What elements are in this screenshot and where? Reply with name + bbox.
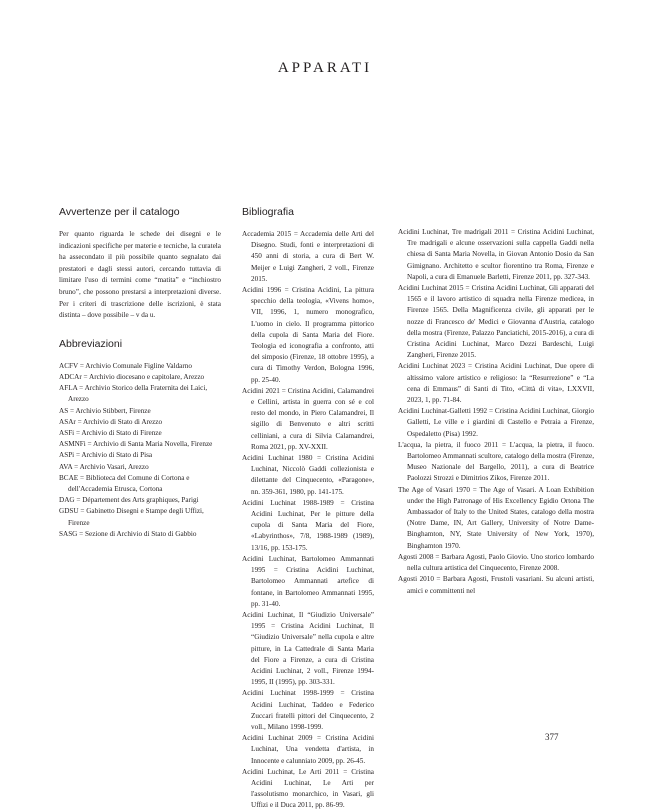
abbreviation-item: DAG = Département des Arts graphiques, Parigi [59,496,199,505]
page-title: APPARATI [277,60,373,76]
abbreviazioni-heading: Abbreviazioni [59,337,123,350]
bibliography-entry: Acidini Luchinat 2023 = Cristina Acidini Luchinat, Due opere di altissimo valore artistico e religioso: la “Resurrezione” e “La cena di Emmaus” di Santi di Tito, «Città di vita», LXXVII, 2023, 1, pp. 71-84. [398,362,594,405]
bibliography-entry: Acidini Luchinat, Il “Giudizio Universale” 1995 = Cristina Acidini Luchinat, Il “Giudizio Universale” nella cupola e altre pitture, in La Cattedrale di Santa Maria del Fiore a Firenze, a cura di Cristina Acidini Luchinat, 2 voll., Firenze 1994-1995, II (1995), pp. 303-331. [242,610,374,687]
bibliography-entry: Accademia 2015 = Accademia delle Arti del Disegno. Studi, fonti e interpretazioni di 450 anni di storia, a cura di Bert W. Meijer e Luigi Zangheri, 2 voll., Firenze 2015. [242,230,374,283]
bibliography-entry: Acidini Luchinat 1980 = Cristina Acidini Luchinat, Niccolò Gaddi collezionista e dilettante del Cinquecento, «Paragone», nn. 359-361, 1980, pp. 141-175. [242,454,374,496]
abbreviation-item: AVA = Archivio Vasari, Arezzo [59,462,149,471]
abbreviation-item: ASMNFi = Archivio di Santa Maria Novella, Firenze [59,440,213,449]
bibliography-entry: Agosti 2010 = Barbara Agosti, Frustoli vasariani. Su alcuni artisti, amici e committenti nel [398,575,594,595]
bibliography-entry: Acidini Luchinat 1988-1989 = Cristina Acidini Luchinat, Per le pitture della cupola di Santa Maria del Fiore, «Labyrinthos», 7/8, 1988-1989 (1989), 13/16, pp. 153-175. [242,498,374,552]
bibliography-entry: Agosti 2008 = Barbara Agosti, Paolo Giovio. Uno storico lombardo nella cultura artistica del Cinquecento, Firenze 2008. [398,552,594,573]
abbreviation-list [59,361,221,540]
avvertenze-heading: Avvertenze per il catalogo [59,206,180,218]
bibliography-entry: Acidini Luchinat 1998-1999 = Cristina Acidini Luchinat, Taddeo e Federico Zuccari fratelli pittori del Cinquecento, 2 voll., Milano 1998-1999. [242,689,374,731]
abbreviation-item: ASFi = Archivio di Stato di Firenze [59,428,162,437]
abbreviation-item: ADCAr = Archivio diocesano e capitolare, Arezzo [59,372,205,381]
abbreviation-item: ACFV = Archivio Comunale Figline Valdarno [59,361,192,370]
bibliography-entry: Acidini Luchinat, Bartolomeo Ammannati 1995 = Cristina Acidini Luchinat, Bartolomeo Ammannati artefice di fontane, in Bartolomeo Ammannati 1995, pp. 31-40. [242,554,374,608]
abbreviation-item: SASG = Sezione di Archivio di Stato di Gabbio [59,529,197,538]
abbreviation-item: BCAE = Biblioteca del Comune di Cortona e dell'Accademia Etrusca, Cortona [59,473,190,493]
bibliografia-heading: Bibliografia [242,206,294,218]
abbreviation-item: ASPi = Archivio di Stato di Pisa [59,451,153,460]
bibliography-entry: Acidini Luchinat-Galletti 1992 = Cristina Acidini Luchinat, Giorgio Galletti, Le ville e i giardini di Castello e Petraia a Firenze, Ospedaletto (Pisa) 1992. [398,407,594,438]
abbreviation-item: AFLA = Archivio Storico della Fraternita dei Laici, Arezzo [59,384,208,404]
bibliography-column-left [242,206,374,812]
bibliography-entry: Acidini Luchinat 2009 = Cristina Acidini Luchinat, Una vendetta d'artista, in Innocente e calunniato 2009, pp. 26-45. [242,734,374,765]
abbreviation-item: GDSU = Gabinetto Disegni e Stampe degli Uffizi, Firenze [59,507,204,527]
avvertenze-text: Per quanto riguarda le schede dei disegni e le indicazioni specifiche per materie e tecniche, la curatela ha assecondato il più possibile quanto segnalato dai prestatori e dagli stessi autori, cercando tuttavia di limitare l'uso di termini come “matita” e “inchiostro bruno”, che possono prestarsi a interpretazioni diverse. Per i criteri di trascrizione delle iscrizioni, è stata distinta – dove possibile – v da u. [59,230,221,320]
bibliography-entry: Acidini 1996 = Cristina Acidini, La pittura specchio della teologia, «Vivens homo», VII, 1996, 1, numero monografico, L'uomo in cielo. Il programma pittorico della cupola di Santa Maria del Fiore. Teologia ed iconografia a confronto, atti del simposio (Firenze, 18 ottobre 1995), a cura di Timothy Verdon, Bologna 1996, pp. 25-40. [242,286,374,384]
bibliography-column-right [398,227,594,597]
bibliography-entry: Acidini 2021 = Cristina Acidini, Calamandrei e Cellini, artista in guerra con sé e col resto del mondo, in Piero Calamandrei, Il sigillo di Benvenuto e altri scritti celliniani, a cura di Silvia Calamandrei, Roma 2021, pp. XV-XXII. [242,386,374,451]
bibliography-entry: The Age of Vasari 1970 = The Age of Vasari. A Loan Exhibition under the High Patronage of His Excellency Egidio Ortona The Ambassador of Italy to the United States, catalogo della mostra (Notre Dame, IN, Art Gallery, University of Notre Dame-Binghamton, NY, State University of New York, 1970), Binghamton 1970. [398,485,594,550]
bibliography-entry: L'acqua, la pietra, il fuoco 2011 = L'acqua, la pietra, il fuoco. Bartolomeo Ammannati scultore, catalogo della mostra (Firenze, Museo Nazionale del Bargello, 2011), a cura di Beatrice Paolozzi Strozzi e Dimitrios Zikos, Firenze 2011. [398,440,594,483]
abbreviation-item: ASAr = Archivio di Stato di Arezzo [59,417,163,426]
bibliography-entry: Acidini Luchinat 2015 = Cristina Acidini Luchinat, Gli apparati del 1565 e il lavoro artistico di squadra nella Firenze medicea, in Firenze 1565. Della Magnificenza civile, gli apparati per le nozze di Francesco de' Medici e Giovanna d'Austria, catalogo della mostra (Firenze, Palazzo Panciatichi, 2015-2016), a cura di Cristina Acidini Luchinat, Marco Dezzi Bardeschi, Luigi Zangheri, Firenze 2015. [398,284,594,360]
bibliography-list-right [398,227,594,597]
bibliography-entry: Acidini Luchinat, Le Arti 2011 = Cristina Acidini Luchinat, Le Arti per l'assolutismo monarchico, in Vasari, gli Uffizi e il Duca 2011, pp. 86-99. [242,767,374,810]
page-number: 377 [545,732,559,742]
left-column [59,206,221,540]
bibliography-list-left [242,229,374,812]
abbreviation-item: AS = Archivio Stibbert, Firenze [59,406,151,415]
bibliography-entry: Acidini Luchinat, Tre madrigali 2011 = Cristina Acidini Luchinat, Tre madrigali e alcune osservazioni sulla cappella Gaddi nella chiesa di Santa Maria Novella, in Giovan Antonio Dosio da San Gimignano. Architetto e scultor fiorentino tra Roma, Firenze e Napoli, a cura di Emanuele Barletti, Firenze 2011, pp. 327-343. [398,228,594,281]
